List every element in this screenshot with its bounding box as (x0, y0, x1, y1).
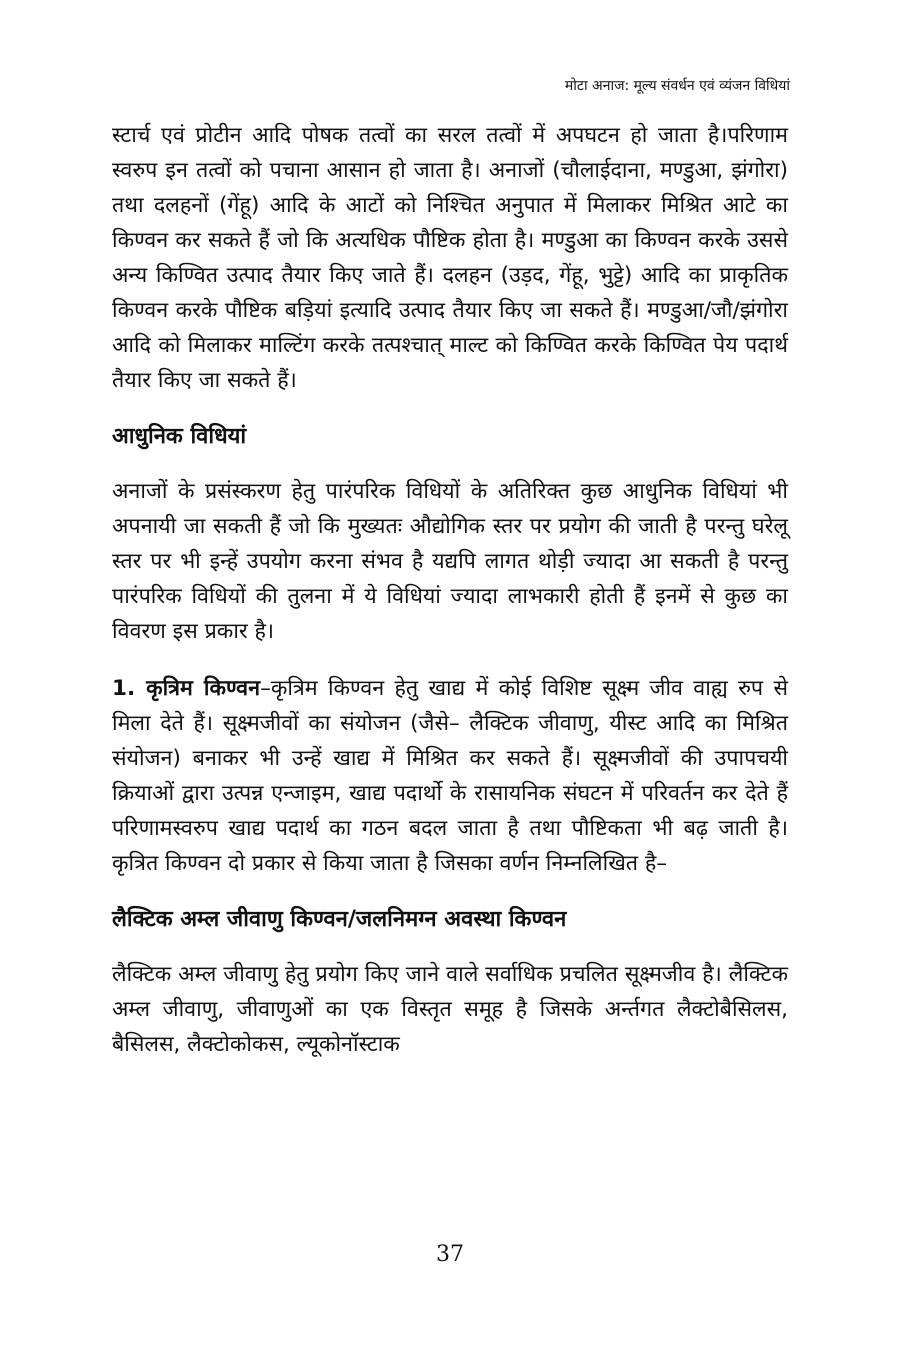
page-content (112, 118, 788, 1084)
artificial-fermentation-body: –कृत्रिम किण्वन हेतु खाद्य में कोई विशिष्ट सूक्ष्म जीव वाह्य रुप से मिला देते हैं। सूक्ष्मजीवों का संयोजन (जैसे– लैक्टिक जीवाणु, यीस्ट आदि का मिश्रित संयोजन) बनाकर भी उन्हें खाद्य में मिश्रित कर सकते हैं। सूक्ष्मजीवों की उपापचयी क्रियाओं द्वारा उत्पन्न एन्जाइम, खाद्य पदार्थो के रासायनिक संघटन में परिवर्तन कर देते हैं परिणामस्वरुप खाद्य पदार्थ का गठन बदल जाता है तथा पौष्टिकता भी बढ़ जाती है। कृत्रित किण्वन दो प्रकार से किया जाता है जिसका वर्णन निम्नलिखित है– (112, 676, 788, 876)
artificial-fermentation-lead: 1. कृत्रिम किण्वन (112, 676, 261, 701)
paragraph-fermentation-benefits: स्टार्च एवं प्रोटीन आदि पोषक तत्वों का सरल तत्वों में अपघटन हो जाता है।परिणाम स्वरुप इन तत्वों को पचाना आसान हो जाता है। अनाजों (चौलाईदाना, मण्डुआ, झंगोरा) तथा दलहनों (गेंहू) आदि के आटों को निश्चित अनुपात में मिलाकर मिश्रित आटे का किण्वन कर सकते हैं जो कि अत्यधिक पौष्टिक होता है। मण्डुआ का किण्वन करके उससे अन्य किण्वित उत्पाद तैयार किए जाते हैं। दलहन (उड़द, गेंहू, भुट्टे) आदि का प्राकृतिक किण्वन करके पौष्टिक बड़ियां इत्यादि उत्पाद तैयार किए जा सकते हैं। मण्डुआ/जौ/झंगोरा आदि को मिलाकर माल्टिंग करके तत्पश्चात् माल्ट को किण्वित करके किण्वित पेय पदार्थ तैयार किए जा सकते हैं। (112, 123, 788, 393)
paragraph-lactic-bacteria: लैक्टिक अम्ल जीवाणु हेतु प्रयोग किए जाने वाले सर्वाधिक प्रचलित सूक्ष्मजीव है। लैक्टिक अम्ल जीवाणु, जीवाणुओं का एक विस्तृत समूह है जिसके अर्न्तगत लैक्टोबैसिलस, बैसिलस, लैक्टोकोकस, ल्यूकोनॉस्टाक (112, 962, 788, 1057)
paragraph-modern-methods: अनाजों के प्रसंस्करण हेतु पारंपरिक विधियों के अतिरिक्त कुछ आधुनिक विधियां भी अपनायी जा सकती हैं जो कि मुख्यतः औद्योगिक स्तर पर प्रयोग की जाती है परन्तु घरेलू स्तर पर भी इन्हें उपयोग करना संभव है यद्यपि लागत थोड़ी ज्यादा आ सकती है परन्तु पारंपरिक विधियों की तुलना में ये विधियां ज्यादा लाभकारी होती हैं इनमें से कुछ का विवरण इस प्रकार है। (112, 479, 788, 644)
page-number: 37 (436, 1242, 464, 1267)
section-heading-modern-methods: आधुनिक विधियां (112, 424, 247, 449)
paragraph-artificial-fermentation (112, 671, 788, 881)
section-heading-lactic-fermentation: लैक्टिक अम्ल जीवाणु किण्वन/जलनिमग्न अवस्था किण्वन (112, 907, 567, 932)
running-header: मोटा अनाज: मूल्य संवर्धन एवं व्यंजन विधियां (564, 78, 790, 94)
